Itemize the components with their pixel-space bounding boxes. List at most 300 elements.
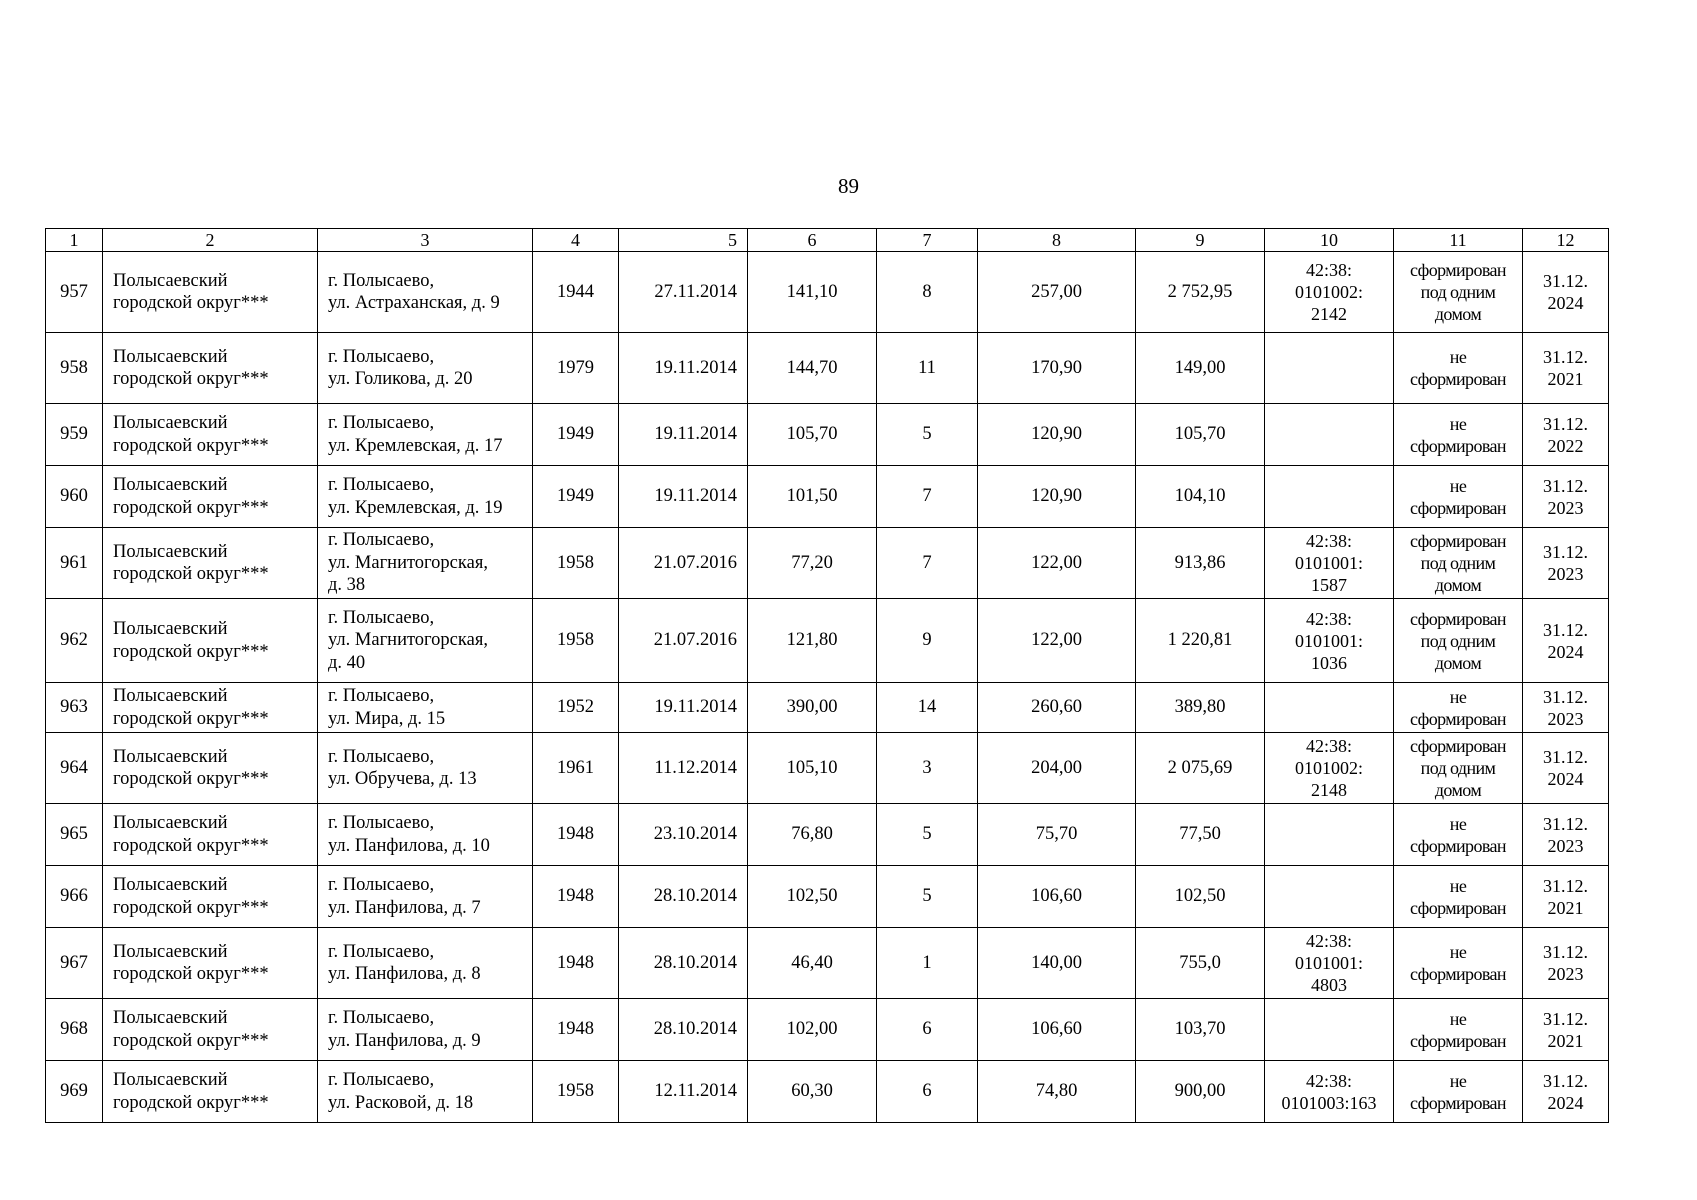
municipality-cell (103, 928, 318, 999)
value-cell-8: 140,00 (978, 928, 1136, 999)
column-number: 5 (619, 229, 748, 252)
address-line: ул. Кремлевская, д. 19 (328, 497, 503, 518)
value-cell-8: 260,60 (978, 683, 1136, 733)
deadline-cell (1523, 252, 1609, 333)
value-cell-7: 5 (877, 866, 978, 928)
address-line: ул. Панфилова, д. 10 (328, 835, 490, 856)
address-line: ул. Кремлевская, д. 17 (328, 435, 503, 456)
land-status-cell (1394, 866, 1523, 928)
value-cell-7: 11 (877, 333, 978, 404)
value-cell-7: 5 (877, 404, 978, 466)
column-number: 10 (1265, 229, 1394, 252)
land-status-cell (1394, 404, 1523, 466)
municipality-line: Полысаевский (113, 270, 228, 291)
address-line: ул. Расковой, д. 18 (328, 1092, 474, 1113)
address-cell (318, 928, 533, 999)
municipality-line: городской округ*** (113, 769, 269, 789)
row-number: 966 (46, 866, 103, 928)
status-line: сформирован (1410, 608, 1506, 629)
column-number: 6 (748, 229, 877, 252)
status-line: домом (1434, 652, 1482, 673)
cadastral-number-cell (1265, 733, 1394, 804)
deadline-line: 31.12. (1543, 686, 1588, 707)
value-cell-8: 120,90 (978, 404, 1136, 466)
cadastral-number-cell (1265, 252, 1394, 333)
table-row (46, 599, 1609, 683)
value-cell-9: 102,50 (1136, 866, 1265, 928)
address-cell (318, 333, 533, 404)
table-row (46, 466, 1609, 528)
row-number: 969 (46, 1061, 103, 1123)
value-cell-9: 105,70 (1136, 404, 1265, 466)
value-cell-7: 7 (877, 528, 978, 599)
municipality-cell (103, 599, 318, 683)
deadline-line: 2022 (1547, 435, 1584, 456)
municipality-cell (103, 733, 318, 804)
table-row (46, 804, 1609, 866)
cadastral-line: 42:38: (1305, 608, 1352, 629)
value-cell-8: 106,60 (978, 866, 1136, 928)
cadastral-line: 42:38: (1305, 1070, 1352, 1091)
deadline-line: 31.12. (1543, 747, 1588, 767)
deadline-line: 31.12. (1543, 542, 1588, 562)
row-number: 959 (46, 404, 103, 466)
municipality-line: городской округ*** (113, 293, 269, 313)
deadline-line: 2024 (1547, 293, 1584, 313)
value-cell-9: 2 752,95 (1136, 252, 1265, 333)
cadastral-line: 0101002: (1294, 758, 1363, 778)
deadline-line: 31.12. (1543, 1008, 1588, 1029)
land-status-cell (1394, 252, 1523, 333)
address-line: ул. Магнитогорская, (328, 630, 488, 651)
status-line: домом (1434, 575, 1482, 595)
row-number: 957 (46, 252, 103, 333)
municipality-line: городской округ*** (113, 708, 269, 729)
municipality-line: Полысаевский (113, 619, 228, 639)
table-row (46, 683, 1609, 733)
table-row (46, 866, 1609, 928)
address-cell (318, 1061, 533, 1123)
cadastral-line: 42:38: (1305, 736, 1352, 756)
status-line: не (1449, 813, 1467, 834)
address-line: ул. Панфилова, д. 9 (328, 1030, 481, 1051)
table-row (46, 528, 1609, 599)
row-number: 960 (46, 466, 103, 528)
address-line: г. Полысаево, (328, 813, 435, 833)
cadastral-line: 42:38: (1305, 931, 1352, 951)
land-status-cell (1394, 1061, 1523, 1123)
deadline-line: 2021 (1547, 1030, 1584, 1051)
date-cell: 19.11.2014 (619, 404, 748, 466)
deadline-line: 2024 (1547, 1092, 1584, 1113)
municipality-line: Полысаевский (113, 746, 228, 767)
deadline-line: 31.12. (1543, 875, 1588, 896)
column-number: 11 (1394, 229, 1523, 252)
deadline-cell (1523, 404, 1609, 466)
status-line: не (1449, 942, 1467, 962)
status-line: не (1449, 875, 1467, 896)
land-status-cell (1394, 928, 1523, 999)
value-cell-8: 170,90 (978, 333, 1136, 404)
address-line: г. Полысаево, (328, 346, 435, 367)
deadline-line: 2023 (1547, 564, 1584, 584)
cadastral-line: 0101003:163 (1281, 1092, 1377, 1113)
status-line: сформирован (1410, 736, 1506, 756)
year-cell: 1949 (533, 404, 619, 466)
status-line: под одним (1420, 758, 1496, 778)
deadline-line: 2023 (1547, 708, 1584, 729)
land-status-cell (1394, 333, 1523, 404)
deadline-line: 31.12. (1543, 475, 1588, 496)
deadline-line: 2024 (1547, 769, 1584, 789)
address-line: ул. Голикова, д. 20 (328, 369, 473, 389)
address-cell (318, 252, 533, 333)
deadline-cell (1523, 683, 1609, 733)
status-line: сформирован (1410, 708, 1506, 729)
cadastral-line: 0101001: (1294, 953, 1363, 973)
cadastral-line: 1036 (1311, 652, 1347, 673)
deadline-line: 31.12. (1543, 413, 1588, 434)
land-status-cell (1394, 528, 1523, 599)
land-status-cell (1394, 466, 1523, 528)
year-cell: 1979 (533, 333, 619, 404)
address-line: г. Полысаево, (328, 607, 435, 628)
cadastral-number-cell (1265, 683, 1394, 733)
status-line: сформирован (1410, 435, 1506, 456)
municipality-line: Полысаевский (113, 1008, 228, 1028)
row-number: 963 (46, 683, 103, 733)
deadline-line: 31.12. (1543, 1070, 1588, 1091)
year-cell: 1958 (533, 528, 619, 599)
value-cell-7: 3 (877, 733, 978, 804)
row-number: 958 (46, 333, 103, 404)
value-cell-9: 755,0 (1136, 928, 1265, 999)
address-cell (318, 999, 533, 1061)
status-line: сформирован (1410, 531, 1506, 551)
year-cell: 1949 (533, 466, 619, 528)
column-number: 4 (533, 229, 619, 252)
municipality-cell (103, 466, 318, 528)
date-cell: 12.11.2014 (619, 1061, 748, 1123)
status-line: не (1449, 413, 1467, 434)
cadastral-number-cell (1265, 599, 1394, 683)
status-line: сформирован (1410, 497, 1506, 518)
deadline-line: 31.12. (1543, 271, 1588, 291)
status-line: сформирован (1410, 835, 1506, 856)
value-cell-7: 14 (877, 683, 978, 733)
row-number: 968 (46, 999, 103, 1061)
value-cell-6: 76,80 (748, 804, 877, 866)
row-number: 962 (46, 599, 103, 683)
cadastral-line: 0101001: (1294, 553, 1363, 573)
municipality-line: городской округ*** (113, 435, 269, 456)
status-line: не (1449, 686, 1467, 707)
status-line: сформирован (1410, 964, 1506, 984)
deadline-line: 31.12. (1543, 813, 1588, 834)
table-row (46, 733, 1609, 804)
municipality-line: Полысаевский (113, 875, 228, 895)
deadline-cell (1523, 804, 1609, 866)
cadastral-number-cell (1265, 866, 1394, 928)
deadline-line: 2023 (1547, 964, 1584, 984)
cadastral-number-cell (1265, 528, 1394, 599)
address-cell (318, 683, 533, 733)
address-line: г. Полысаево, (328, 686, 435, 706)
address-line: г. Полысаево, (328, 746, 435, 767)
value-cell-6: 144,70 (748, 333, 877, 404)
status-line: сформирован (1410, 1030, 1506, 1051)
deadline-cell (1523, 599, 1609, 683)
deadline-line: 2021 (1547, 897, 1584, 918)
municipality-line: городской округ*** (113, 564, 269, 584)
cadastral-number-cell (1265, 999, 1394, 1061)
municipality-line: городской округ*** (113, 497, 269, 518)
status-line: не (1449, 1008, 1467, 1029)
value-cell-6: 102,50 (748, 866, 877, 928)
cadastral-line: 2142 (1311, 304, 1347, 324)
column-number: 1 (46, 229, 103, 252)
deadline-cell (1523, 1061, 1609, 1123)
value-cell-9: 913,86 (1136, 528, 1265, 599)
value-cell-8: 75,70 (978, 804, 1136, 866)
column-number: 3 (318, 229, 533, 252)
column-number: 8 (978, 229, 1136, 252)
cadastral-number-cell (1265, 1061, 1394, 1123)
year-cell: 1952 (533, 683, 619, 733)
value-cell-9: 104,10 (1136, 466, 1265, 528)
value-cell-8: 74,80 (978, 1061, 1136, 1123)
status-line: сформирован (1410, 1092, 1506, 1113)
value-cell-8: 257,00 (978, 252, 1136, 333)
table-row (46, 928, 1609, 999)
status-line: не (1449, 347, 1467, 367)
address-cell (318, 804, 533, 866)
status-line: сформирован (1410, 369, 1506, 389)
deadline-cell (1523, 733, 1609, 804)
date-cell: 28.10.2014 (619, 999, 748, 1061)
address-line: г. Полысаево, (328, 530, 435, 551)
page-number: 89 (838, 174, 859, 198)
cadastral-line: 0101001: (1294, 630, 1363, 651)
municipality-cell (103, 999, 318, 1061)
address-line: ул. Астраханская, д. 9 (328, 293, 500, 313)
table-row (46, 333, 1609, 404)
table-row (46, 252, 1609, 333)
table-row (46, 404, 1609, 466)
column-number: 7 (877, 229, 978, 252)
value-cell-6: 60,30 (748, 1061, 877, 1123)
year-cell: 1948 (533, 866, 619, 928)
value-cell-7: 6 (877, 999, 978, 1061)
value-cell-8: 204,00 (978, 733, 1136, 804)
value-cell-9: 2 075,69 (1136, 733, 1265, 804)
value-cell-6: 105,70 (748, 404, 877, 466)
deadline-line: 31.12. (1543, 347, 1588, 367)
date-cell: 27.11.2014 (619, 252, 748, 333)
deadline-cell (1523, 528, 1609, 599)
address-cell (318, 528, 533, 599)
value-cell-9: 103,70 (1136, 999, 1265, 1061)
year-cell: 1948 (533, 804, 619, 866)
value-cell-7: 5 (877, 804, 978, 866)
status-line: под одним (1420, 282, 1496, 302)
deadline-cell (1523, 999, 1609, 1061)
municipality-cell (103, 333, 318, 404)
status-line: сформирован (1410, 260, 1506, 280)
year-cell: 1944 (533, 252, 619, 333)
cadastral-line: 42:38: (1305, 531, 1352, 551)
value-cell-9: 1 220,81 (1136, 599, 1265, 683)
municipality-line: Полысаевский (113, 813, 228, 833)
date-cell: 11.12.2014 (619, 733, 748, 804)
status-line: не (1449, 475, 1467, 496)
value-cell-6: 77,20 (748, 528, 877, 599)
deadline-cell (1523, 866, 1609, 928)
value-cell-6: 46,40 (748, 928, 877, 999)
land-status-cell (1394, 733, 1523, 804)
address-line: г. Полысаево, (328, 941, 435, 962)
value-cell-9: 389,80 (1136, 683, 1265, 733)
value-cell-7: 7 (877, 466, 978, 528)
municipality-cell (103, 252, 318, 333)
address-cell (318, 733, 533, 804)
row-number: 967 (46, 928, 103, 999)
municipality-line: Полысаевский (113, 475, 228, 495)
municipality-line: городской округ*** (113, 835, 269, 856)
value-cell-8: 122,00 (978, 528, 1136, 599)
cadastral-line: 0101002: (1294, 282, 1363, 302)
value-cell-8: 122,00 (978, 599, 1136, 683)
municipality-cell (103, 528, 318, 599)
value-cell-7: 6 (877, 1061, 978, 1123)
date-cell: 19.11.2014 (619, 333, 748, 404)
land-status-cell (1394, 804, 1523, 866)
value-cell-6: 121,80 (748, 599, 877, 683)
municipality-cell (103, 866, 318, 928)
address-line: г. Полысаево, (328, 270, 435, 291)
land-status-cell (1394, 683, 1523, 733)
deadline-line: 2021 (1547, 369, 1584, 389)
address-line: г. Полысаево, (328, 1008, 435, 1028)
row-number: 965 (46, 804, 103, 866)
date-cell: 23.10.2014 (619, 804, 748, 866)
deadline-cell (1523, 466, 1609, 528)
value-cell-6: 105,10 (748, 733, 877, 804)
year-cell: 1958 (533, 1061, 619, 1123)
value-cell-9: 149,00 (1136, 333, 1265, 404)
deadline-line: 2023 (1547, 497, 1584, 518)
municipality-line: городской округ*** (113, 897, 269, 918)
value-cell-7: 9 (877, 599, 978, 683)
municipality-line: городской округ*** (113, 1030, 269, 1051)
municipality-line: городской округ*** (113, 369, 269, 389)
deadline-line: 31.12. (1543, 942, 1588, 962)
municipality-line: Полысаевский (113, 541, 228, 562)
address-line: ул. Магнитогорская, (328, 552, 488, 573)
value-cell-7: 1 (877, 928, 978, 999)
status-line: не (1449, 1070, 1467, 1091)
status-line: домом (1434, 304, 1482, 324)
address-line: г. Полысаево, (328, 875, 435, 895)
housing-registry-table (45, 228, 1609, 1123)
address-line: г. Полысаево, (328, 1070, 435, 1090)
table-row (46, 999, 1609, 1061)
cadastral-line: 4803 (1311, 975, 1347, 995)
status-line: сформирован (1410, 897, 1506, 918)
cadastral-line: 1587 (1311, 575, 1347, 595)
table-body (46, 229, 1609, 1123)
municipality-line: Полысаевский (113, 941, 228, 962)
value-cell-6: 101,50 (748, 466, 877, 528)
municipality-line: Полысаевский (113, 1070, 228, 1090)
date-cell: 19.11.2014 (619, 683, 748, 733)
deadline-cell (1523, 333, 1609, 404)
date-cell: 21.07.2016 (619, 528, 748, 599)
cadastral-number-cell (1265, 804, 1394, 866)
date-cell: 19.11.2014 (619, 466, 748, 528)
cadastral-number-cell (1265, 333, 1394, 404)
value-cell-7: 8 (877, 252, 978, 333)
table-row (46, 1061, 1609, 1123)
cadastral-line: 42:38: (1305, 260, 1352, 280)
address-cell (318, 404, 533, 466)
year-cell: 1958 (533, 599, 619, 683)
address-line: ул. Обручева, д. 13 (328, 769, 477, 789)
address-line: д. 40 (328, 652, 366, 673)
year-cell: 1948 (533, 928, 619, 999)
municipality-line: городской округ*** (113, 641, 269, 662)
year-cell: 1961 (533, 733, 619, 804)
municipality-line: Полысаевский (113, 686, 228, 706)
address-line: ул. Мира, д. 15 (328, 708, 446, 729)
cadastral-number-cell (1265, 928, 1394, 999)
column-number-row (46, 229, 1609, 252)
land-status-cell (1394, 999, 1523, 1061)
cadastral-number-cell (1265, 404, 1394, 466)
status-line: под одним (1420, 630, 1496, 651)
value-cell-8: 106,60 (978, 999, 1136, 1061)
municipality-cell (103, 683, 318, 733)
address-cell (318, 466, 533, 528)
value-cell-6: 390,00 (748, 683, 877, 733)
value-cell-6: 141,10 (748, 252, 877, 333)
row-number: 961 (46, 528, 103, 599)
value-cell-9: 77,50 (1136, 804, 1265, 866)
municipality-cell (103, 1061, 318, 1123)
cadastral-number-cell (1265, 466, 1394, 528)
column-number: 2 (103, 229, 318, 252)
address-line: д. 38 (328, 575, 366, 596)
status-line: домом (1434, 780, 1482, 800)
deadline-line: 2024 (1547, 641, 1584, 662)
municipality-cell (103, 404, 318, 466)
address-line: г. Полысаево, (328, 413, 435, 433)
deadline-cell (1523, 928, 1609, 999)
date-cell: 21.07.2016 (619, 599, 748, 683)
deadline-line: 31.12. (1543, 619, 1588, 640)
address-cell (318, 599, 533, 683)
date-cell: 28.10.2014 (619, 928, 748, 999)
value-cell-9: 900,00 (1136, 1061, 1265, 1123)
date-cell: 28.10.2014 (619, 866, 748, 928)
column-number: 9 (1136, 229, 1265, 252)
address-line: ул. Панфилова, д. 7 (328, 897, 481, 918)
row-number: 964 (46, 733, 103, 804)
column-number: 12 (1523, 229, 1609, 252)
address-line: ул. Панфилова, д. 8 (328, 964, 481, 984)
address-cell (318, 866, 533, 928)
municipality-line: Полысаевский (113, 346, 228, 367)
